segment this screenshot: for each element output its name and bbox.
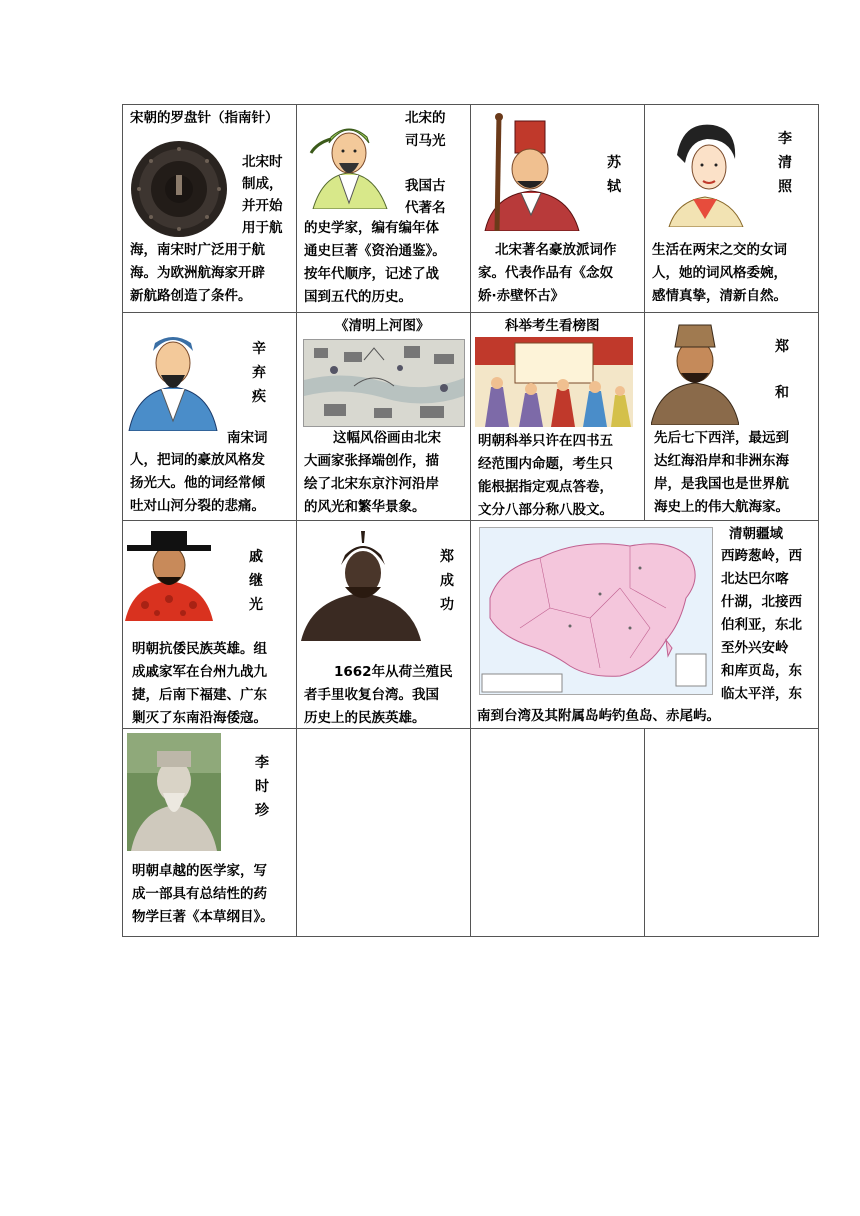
xinqiji-text-line-3: 吐对山河分裂的悲痛。 <box>130 498 265 514</box>
cell-keju <box>471 313 645 521</box>
cell-lishizhen <box>123 729 297 937</box>
zhengchenggong-text-line-3: 历史上的民族英雄。 <box>304 710 426 726</box>
qing-territory-side-line-2: 北达巴尔喀 <box>721 571 789 587</box>
lishizhen-name-char-1: 李 <box>255 755 269 771</box>
cell-xinqiji <box>123 313 297 521</box>
lishizhen-text-line-1: 明朝卓越的医学家，写 <box>132 863 267 879</box>
xinqiji-name-char-1: 辛 <box>252 341 266 357</box>
liqingzhao-portrait <box>663 119 747 227</box>
zhenghe-text-line-4: 海史上的伟大航海家。 <box>654 499 789 515</box>
keju-painting <box>475 337 633 427</box>
qingming-text-line-2: 大画家张择端创作，描 <box>304 453 439 469</box>
cell-simaguang <box>297 105 471 313</box>
zhenghe-text-line-1: 先后七下西洋，最远到 <box>654 430 789 446</box>
xinqiji-side-line: 南宋词 <box>227 430 268 446</box>
qingming-text-line-4: 的风光和繁华景象。 <box>304 499 426 515</box>
qingming-text-line-1: 这幅风俗画由北宋 <box>333 430 441 446</box>
compass-side-line-4: 用于航 <box>242 220 283 236</box>
qijiguang-text-line-2: 成戚家军在台州九战九 <box>132 664 267 680</box>
sushi-name-char-2: 轼 <box>607 179 621 195</box>
compass-image <box>129 135 229 243</box>
qijiguang-name-char-2: 继 <box>249 573 263 589</box>
qing-territory-bottom-line: 南到台湾及其附属岛屿钓鱼岛、赤尾屿。 <box>477 708 720 724</box>
simaguang-text-line-4: 国到五代的历史。 <box>304 289 412 305</box>
lishizhen-name-char-2: 时 <box>255 779 269 795</box>
zhengchenggong-statue <box>301 529 421 641</box>
zhengchenggong-name-char-1: 郑 <box>440 549 454 565</box>
qijiguang-text-line-1: 明朝抗倭民族英雄。组 <box>132 641 267 657</box>
liqingzhao-name-char-2: 清 <box>778 155 792 171</box>
compass-side-line-1: 北宋时 <box>242 154 283 170</box>
qingming-title: 《清明上河图》 <box>335 318 430 334</box>
cell-zhengchenggong <box>297 521 471 729</box>
lishizhen-text-line-2: 成一部具有总结性的药 <box>132 886 267 902</box>
compass-side-line-3: 并开始 <box>242 198 283 214</box>
xinqiji-name-char-2: 弃 <box>252 365 266 381</box>
cell-sushi <box>471 105 645 313</box>
liqingzhao-text-line-2: 人，她的词风格委婉， <box>652 265 787 281</box>
liqingzhao-name-char-1: 李 <box>778 131 792 147</box>
qing-territory-side-line-7: 临太平洋，东 <box>721 686 802 702</box>
cell-liqingzhao <box>645 105 819 313</box>
compass-text-line-3: 新航路创造了条件。 <box>130 288 252 304</box>
simaguang-portrait <box>303 113 395 209</box>
simaguang-side-line-1: 我国古 <box>405 178 446 194</box>
simaguang-text-line-2: 通史巨著《资治通鉴》。 <box>304 243 446 259</box>
qing-territory-side-line-3: 什湖，北接西 <box>721 594 802 610</box>
compass-title: 宋朝的罗盘针（指南针） <box>130 110 279 126</box>
keju-text-line-4: 文分八部分称八股文。 <box>478 502 613 518</box>
zhengchenggong-text-line-2: 者手里收复台湾。我国 <box>304 687 439 703</box>
keju-text-line-1: 明朝科举只许在四书五 <box>478 433 613 449</box>
xinqiji-text-line-1: 人，把词的豪放风格发 <box>130 452 265 468</box>
sushi-text-line-3: 娇·赤壁怀古》 <box>478 288 565 304</box>
qing-territory-side-line-5: 至外兴安岭 <box>721 640 789 656</box>
empty-cell <box>297 729 471 937</box>
compass-text-line-1: 海，南宋时广泛用于航 <box>130 242 265 258</box>
xinqiji-text-line-2: 扬光大。他的词经常倾 <box>130 475 265 491</box>
keju-text-line-2: 经范围内命题，考生只 <box>478 456 613 472</box>
qijiguang-name-char-3: 光 <box>249 597 263 613</box>
liqingzhao-text-line-1: 生活在两宋之交的女词 <box>652 242 787 258</box>
cell-qijiguang <box>123 521 297 729</box>
compass-text-line-2: 海。为欧洲航海家开辟 <box>130 265 265 281</box>
liqingzhao-name-char-3: 照 <box>778 179 792 195</box>
zhenghe-name-char-2: 和 <box>775 385 789 401</box>
keju-text-line-3: 能根据指定观点答卷， <box>478 479 613 495</box>
qing-territory-side-line-1: 西跨葱岭，西 <box>721 548 802 564</box>
zhenghe-text-line-3: 岸，是我国也是世界航 <box>654 476 789 492</box>
cell-qing-territory <box>471 521 819 729</box>
qingming-painting <box>303 339 465 427</box>
empty-cell <box>471 729 645 937</box>
simaguang-text-line-1: 的史学家，编有编年体 <box>304 220 439 236</box>
empty-cell <box>645 729 819 937</box>
zhengchenggong-text-line-1: 1662年从荷兰殖民 <box>334 664 453 680</box>
simaguang-side-line-2: 代著名 <box>405 200 446 216</box>
xinqiji-portrait <box>127 321 219 431</box>
keju-title: 科举考生看榜图 <box>505 318 600 334</box>
qijiguang-portrait <box>125 529 213 621</box>
lishizhen-name-char-3: 珍 <box>255 803 269 819</box>
zhengchenggong-name-char-2: 成 <box>440 573 454 589</box>
qing-territory-title: 清朝疆域 <box>729 526 783 542</box>
sushi-portrait <box>479 111 583 231</box>
simaguang-head-line-2: 司马光 <box>405 133 446 149</box>
lishizhen-statue <box>127 733 221 851</box>
liqingzhao-text-line-3: 感情真挚，清新自然。 <box>652 288 787 304</box>
qing-territory-side-line-6: 和库页岛，东 <box>721 663 802 679</box>
qijiguang-name-char-1: 戚 <box>249 549 263 565</box>
zhengchenggong-name-char-3: 功 <box>440 597 454 613</box>
sushi-text-line-2: 家。代表作品有《念奴 <box>478 265 613 281</box>
lishizhen-text-line-3: 物学巨著《本草纲目》。 <box>132 909 274 925</box>
simaguang-text-line-3: 按年代顺序，记述了战 <box>304 266 439 282</box>
qijiguang-text-line-3: 捷，后南下福建、广东 <box>132 687 267 703</box>
zhenghe-portrait <box>651 321 739 425</box>
sushi-text-line-1: 北宋著名豪放派词作 <box>495 242 617 258</box>
sushi-name-char-1: 苏 <box>607 155 621 171</box>
qijiguang-text-line-4: 剿灭了东南沿海倭寇。 <box>132 710 267 726</box>
xinqiji-name-char-3: 疾 <box>252 389 266 405</box>
cell-zhenghe <box>645 313 819 521</box>
cell-compass <box>123 105 297 313</box>
compass-side-line-2: 制成， <box>242 176 283 192</box>
history-figures-table <box>122 104 819 937</box>
qingming-text-line-3: 绘了北宋东京汴河沿岸 <box>304 476 439 492</box>
simaguang-head-line-1: 北宋的 <box>405 110 446 126</box>
qing-territory-side-line-4: 伯利亚，东北 <box>721 617 802 633</box>
qing-territory-map <box>479 527 713 695</box>
cell-qingming <box>297 313 471 521</box>
zhenghe-text-line-2: 达红海沿岸和非洲东海 <box>654 453 789 469</box>
zhenghe-name-char-1: 郑 <box>775 339 789 355</box>
